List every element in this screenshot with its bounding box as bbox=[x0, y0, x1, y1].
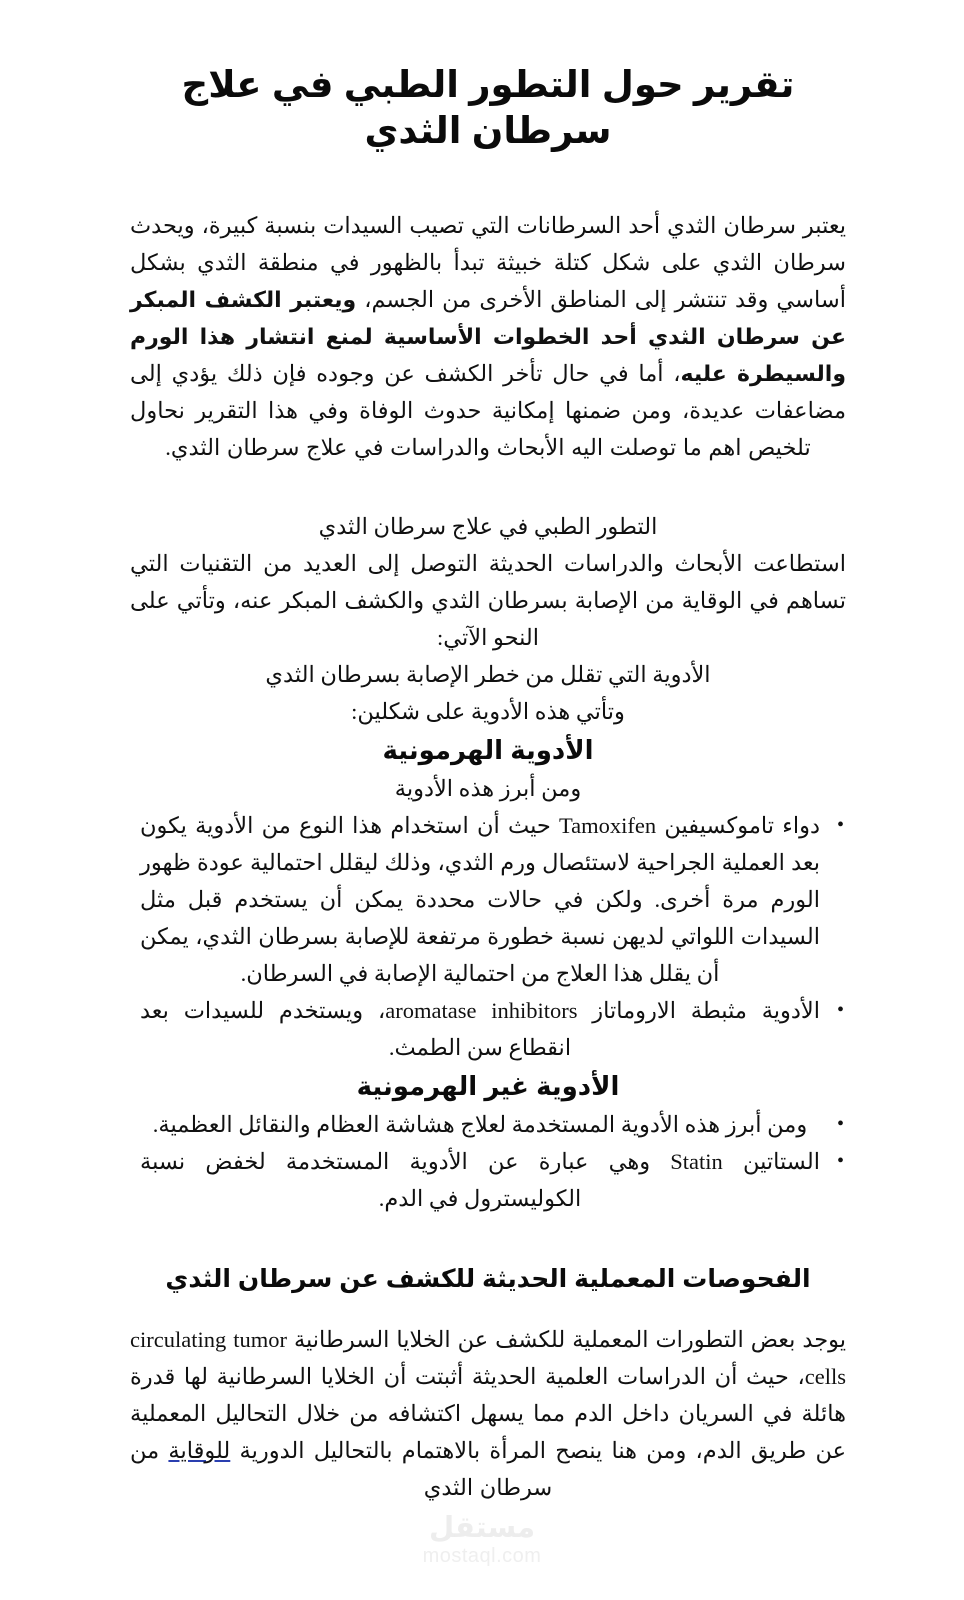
list-item-text-before: الأدوية مثبطة الاروماتاز bbox=[577, 997, 821, 1023]
list-item-latin-term: Statin bbox=[670, 1148, 723, 1174]
list-item-text-after: حيث أن استخدام هذا النوع من الأدوية يكون بعد العملية الجراحية لاستئصال ورم الثدي، وذلك ليقلل احتمالية عودة ظهور الورم مرة أخرى. ولكن في حالات محددة يمكن أن يستخدم قبل مثل السيدات اللواتي لديهن نسبة خطورة مرتفعة للإصابة بسرطان الثدي، يمكن أن يقلل هذا العلاج من احتمالية الإصابة في السرطان. bbox=[140, 812, 820, 986]
risk-reducing-drugs-heading: الأدوية التي تقلل من خطر الإصابة بسرطان الثدي bbox=[265, 661, 711, 687]
list-item-text-before: ومن أبرز هذه الأدوية المستخدمة لعلاج هشاشة العظام والنقائل العظمية. bbox=[152, 1111, 808, 1137]
hormonal-drugs-list bbox=[130, 807, 846, 1066]
lab-tests-text-part-one: يوجد بعض التطورات المعملية للكشف عن الخلايا السرطانية bbox=[286, 1326, 846, 1352]
risk-reducing-drugs-lead: وتأتي هذه الأدوية على شكلين: bbox=[351, 698, 625, 724]
spacer bbox=[130, 1299, 846, 1321]
lab-tests-latin-term: circulating tumor cells bbox=[130, 1326, 846, 1389]
non-hormonal-drugs-heading: الأدوية غير الهرمونية bbox=[356, 1070, 620, 1101]
medical-progress-lead: استطاعت الأبحاث والدراسات الحديثة التوصل إلى العديد من التقنيات التي تساهم في الوقاية من الإصابة بسرطان الثدي والكشف المبكر عنه، وتأتي على النحو الآتي: bbox=[130, 550, 846, 650]
mostaql-logo-text: مستقل bbox=[428, 1512, 536, 1544]
page-title: تقرير حول التطور الطبي في علاج سرطان الثدي bbox=[181, 64, 795, 152]
mostaql-watermark bbox=[0, 1514, 964, 1566]
intro-text-part-one: يعتبر سرطان الثدي أحد السرطانات التي تصيب السيدات بنسبة كبيرة، ويحدث سرطان الثدي على شكل كتلة خبيثة تبدأ بالظهور في منطقة الثدي بشكل أساسي وقد تنتشر إلى المناطق الأخرى من الجسم، bbox=[130, 212, 846, 312]
intro-paragraph bbox=[130, 207, 846, 466]
list-item bbox=[130, 1106, 846, 1143]
non-hormonal-drugs-list bbox=[130, 1106, 846, 1217]
spacer bbox=[130, 155, 846, 177]
lab-tests-paragraph bbox=[130, 1321, 846, 1506]
list-item bbox=[130, 992, 846, 1066]
intro-bold-emphasis: ويعتبر الكشف المبكر عن سرطان الثدي أحد الخطوات الأساسية لمنع انتشار هذا الورم والسيطرة عليه bbox=[130, 286, 846, 386]
list-item-text-before: الستاتين bbox=[722, 1148, 820, 1174]
list-item-text-after: ، ويستخدم للسيدات بعد انقطاع سن الطمث. bbox=[140, 997, 572, 1060]
mostaql-domain-text: mostaql.com bbox=[422, 1545, 542, 1567]
hormonal-drugs-lead: ومن أبرز هذه الأدوية bbox=[394, 775, 582, 801]
spacer bbox=[130, 1217, 846, 1259]
list-item-latin-term: aromatase inhibitors bbox=[385, 997, 578, 1023]
lab-tests-text-part-three: من سرطان الثدي bbox=[130, 1437, 553, 1500]
intro-text-part-two: ، أما في حال تأخر الكشف عن وجوده فإن ذلك يؤدي إلى مضاعفات عديدة، ومن ضمنها إمكانية حدوث الوفاة وفي هذا التقرير نحاول تلخيص اهم ما توصلت اليه الأبحاث والدراسات في علاج سرطان الثدي. bbox=[130, 360, 846, 460]
lab-tests-heading: الفحوصات المعملية الحديثة للكشف عن سرطان الثدي bbox=[165, 1264, 811, 1293]
list-item bbox=[130, 807, 846, 992]
list-item-text-before: دواء تاموكسيفين bbox=[656, 812, 820, 838]
list-item-latin-term: Tamoxifen bbox=[559, 812, 657, 838]
list-item bbox=[130, 1143, 846, 1217]
spacer bbox=[130, 466, 846, 508]
lab-tests-text-part-two: ، حيث أن الدراسات العلمية الحديثة أثبتت أن الخلايا السرطانية لها قدرة هائلة في السريان داخل الدم مما يسهل اكتشافه من خلال التحاليل المعملية عن طريق الدم، ومن هنا ينصح المرأة بالاهتمام بالتحاليل الدورية bbox=[130, 1363, 847, 1463]
list-item-text-after: وهي عبارة عن الأدوية المستخدمة لخفض نسبة الكوليسترول في الدم. bbox=[140, 1148, 671, 1211]
prevention-link[interactable]: للوقاية bbox=[168, 1437, 231, 1463]
hormonal-drugs-heading: الأدوية الهرمونية bbox=[382, 734, 594, 765]
medical-progress-heading: التطور الطبي في علاج سرطان الثدي bbox=[318, 513, 658, 539]
